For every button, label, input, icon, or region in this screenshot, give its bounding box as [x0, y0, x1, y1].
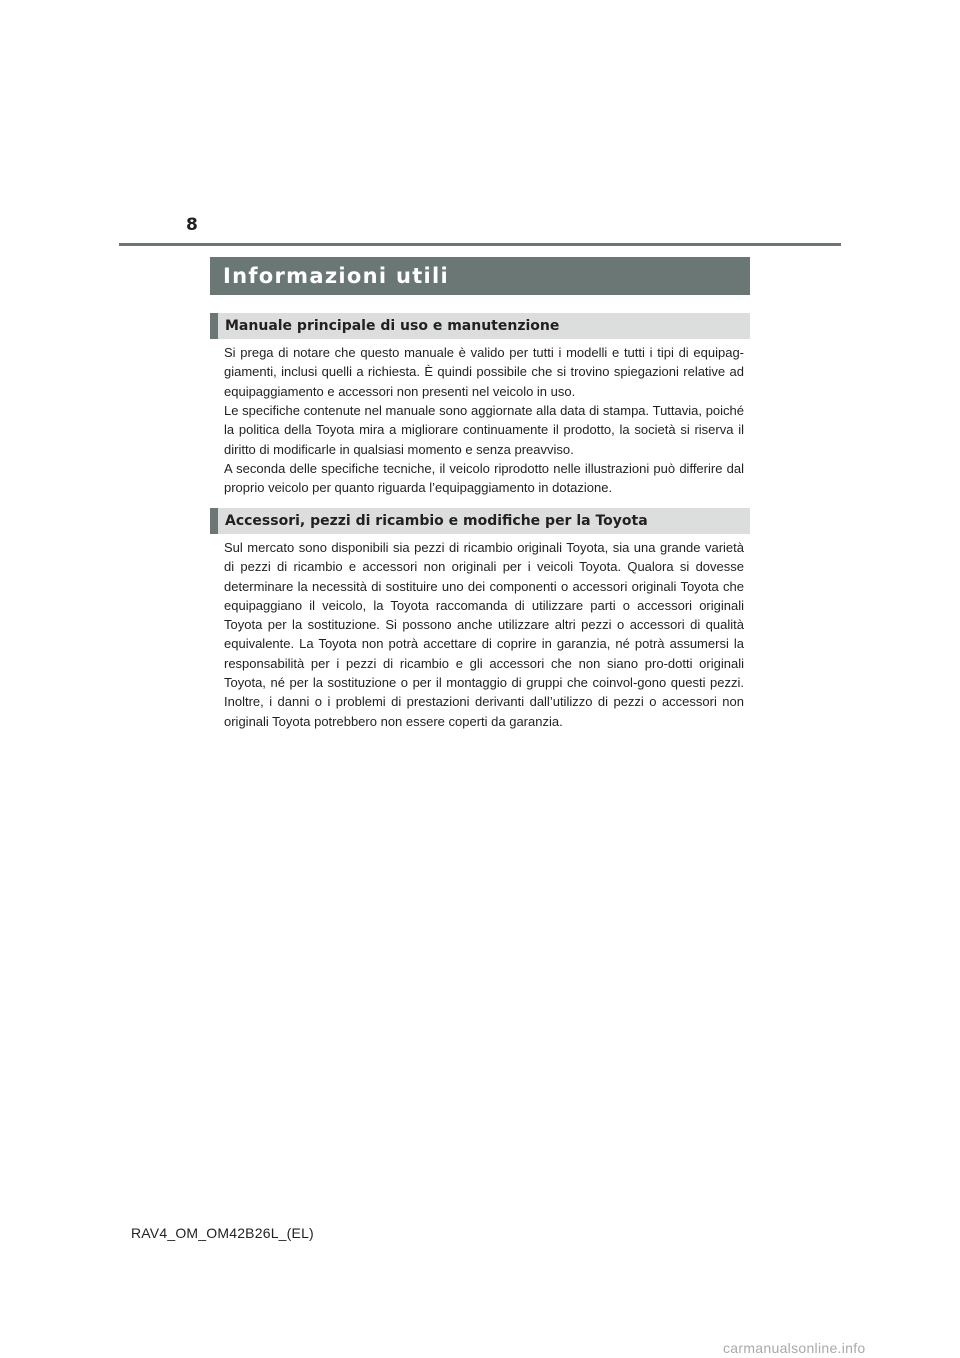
- section-heading-manual: Manuale principale di uso e manutenzione: [210, 313, 750, 339]
- paragraph-illustrations: A seconda delle specifiche tecniche, il veicolo riprodotto nelle illustrazioni può differire dal proprio veicolo per quanto riguarda l’equipaggiamento in dotazione.: [224, 461, 744, 496]
- paragraph-manual-validity: Si prega di notare che questo manuale è valido per tutti i modelli e tutti i tipi di equipag-giamenti, inclusi quelli a richiesta. È quindi possibile che si trovino spiegazioni relative ad equipaggiamento e accessori non presenti nel veicolo in uso.: [224, 345, 744, 399]
- paragraph-specifications: Le specifiche contenute nel manuale sono aggiornate alla data di stampa. Tuttavia, poiché la politica della Toyota mira a migliorare continuamente il prodotto, la società si riserva il diritto di modificarle in qualsiasi momento e senza preavviso.: [224, 403, 744, 457]
- page-title: Informazioni utili: [210, 257, 750, 295]
- header-divider: [119, 243, 841, 246]
- footer-document-code: RAV4_OM_OM42B26L_(EL): [131, 1225, 314, 1241]
- watermark: carmanualsonline.info: [723, 1340, 866, 1356]
- section-heading-accessories: Accessori, pezzi di ricambio e modifiche per la Toyota: [210, 508, 750, 534]
- page-number: 8: [186, 215, 198, 235]
- paragraph-accessories: Sul mercato sono disponibili sia pezzi di ricambio originali Toyota, sia una grande varietà di pezzi di ricambio e accessori non originali per i veicoli Toyota. Qualora si dovesse determinare la necessità di sostituire uno dei componenti o accessori originali Toyota che equipaggiano il veicolo, la Toyota raccomanda di utilizzare parti o accessori originali Toyota per la sostituzione. Si possono anche utilizzare altri pezzi o accessori di qualità equivalente. La Toyota non potrà accettare di coprire in garanzia, né potrà assumersi la responsabilità per i pezzi di ricambio e gli accessori che non siano pro-dotti originali Toyota, né per la sostituzione o per il montaggio di gruppi che coinvol-gono questi pezzi. Inoltre, i danni o i problemi di prestazioni derivanti dall’utilizzo di pezzi o accessori non originali Toyota potrebbero non essere coperti da garanzia.: [224, 540, 744, 729]
